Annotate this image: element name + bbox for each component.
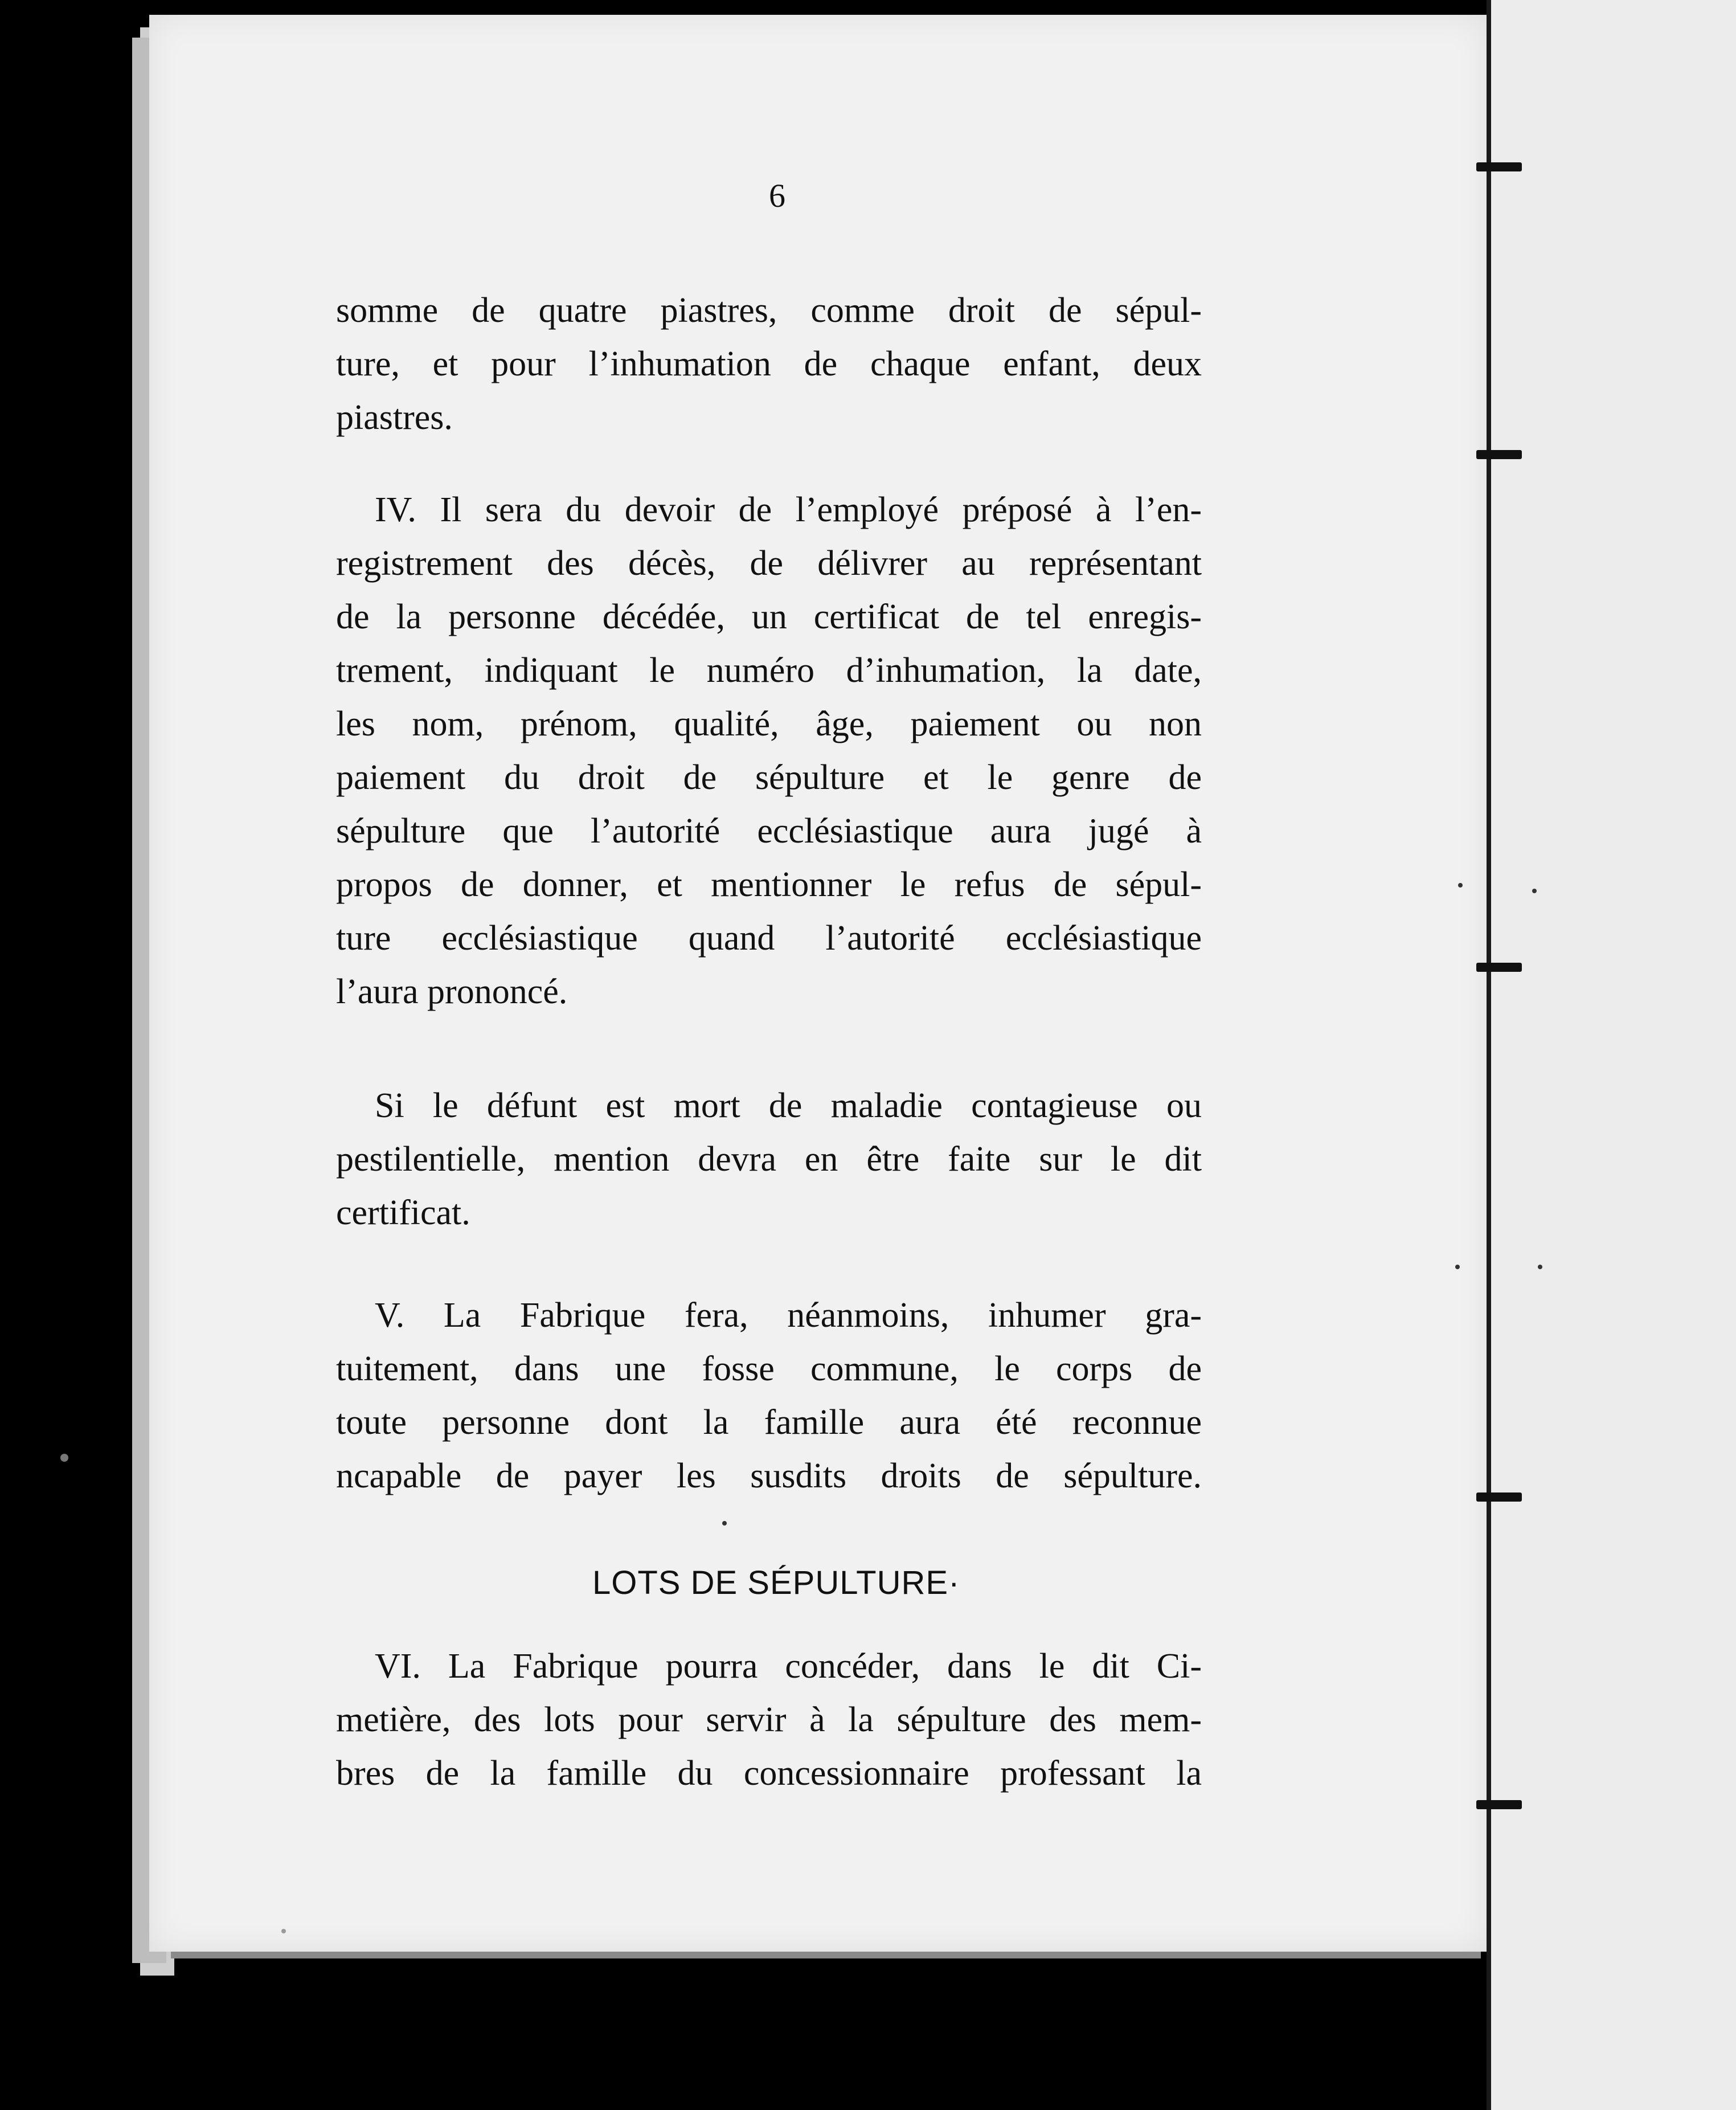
text-line: les nom, prénom, qualité, âge, paiement ou non bbox=[336, 705, 1202, 743]
text-line: bres de la famille du concessionnaire professant la bbox=[336, 1754, 1202, 1793]
text-line: registrement des décès, de délivrer au représentant bbox=[336, 544, 1202, 583]
text-line: metière, des lots pour servir à la sépulture des mem- bbox=[336, 1700, 1202, 1739]
text-line: VI. La Fabrique pourra concéder, dans le dit Ci- bbox=[375, 1647, 1202, 1686]
text-line: IV. Il sera du devoir de l’employé préposé à l’en- bbox=[375, 490, 1202, 529]
paragraph-2 bbox=[336, 483, 1202, 1019]
binding-stitch bbox=[1476, 1492, 1522, 1502]
text-line: tuitement, dans une fosse commune, le corps de bbox=[336, 1350, 1202, 1388]
binding-stitch bbox=[1476, 162, 1522, 171]
text-line: certificat. bbox=[336, 1193, 470, 1232]
text-line: paiement du droit de sépulture et le genre de bbox=[336, 758, 1202, 797]
text-line: ture ecclésiastique quand l’autorité ecclésiastique bbox=[336, 919, 1202, 958]
text-line: Si le défunt est mort de maladie contagieuse ou bbox=[375, 1086, 1202, 1125]
text-line: ture, et pour l’inhumation de chaque enfant, deux bbox=[336, 345, 1202, 383]
text-line: V. La Fabrique fera, néanmoins, inhumer gra- bbox=[375, 1296, 1202, 1335]
paper-speck bbox=[1532, 889, 1537, 893]
text-line: ncapable de payer les susdits droits de sépulture. bbox=[336, 1457, 1202, 1495]
page-number: 6 bbox=[769, 177, 785, 214]
binding-stitch bbox=[1476, 963, 1522, 972]
paper-speck bbox=[281, 1929, 286, 1933]
text-line: sépulture que l’autorité ecclésiastique aura jugé à bbox=[336, 812, 1202, 850]
text-line: de la personne décédée, un certificat de tel enregis- bbox=[336, 598, 1202, 636]
paragraph-3 bbox=[336, 1079, 1202, 1240]
text-line: trement, indiquant le numéro d’inhumation, la date, bbox=[336, 651, 1202, 690]
scan-speck bbox=[60, 1454, 68, 1462]
paper-speck bbox=[722, 1521, 727, 1526]
text-line: somme de quatre piastres, comme droit de sépul- bbox=[336, 291, 1202, 330]
paper-speck bbox=[1458, 883, 1463, 888]
paper-speck bbox=[1538, 1265, 1542, 1269]
section-heading: LOTS DE SÉPULTURE· bbox=[592, 1564, 960, 1601]
paper-speck bbox=[1455, 1265, 1460, 1269]
text-line: pestilentielle, mention devra en être faite sur le dit bbox=[336, 1140, 1202, 1179]
paragraph-5 bbox=[336, 1639, 1202, 1800]
binding-stitch bbox=[1476, 1800, 1522, 1809]
paragraph-4 bbox=[336, 1289, 1202, 1503]
binding-stitch bbox=[1476, 450, 1522, 459]
text-line: propos de donner, et mentionner le refus de sépul- bbox=[336, 865, 1202, 904]
text-line: l’aura prononcé. bbox=[336, 972, 568, 1011]
binding-fold bbox=[1487, 0, 1491, 2110]
adjacent-sheet bbox=[1488, 0, 1736, 2110]
text-line: toute personne dont la famille aura été reconnue bbox=[336, 1403, 1202, 1442]
paragraph-1 bbox=[336, 284, 1202, 444]
text-line: piastres. bbox=[336, 398, 453, 437]
